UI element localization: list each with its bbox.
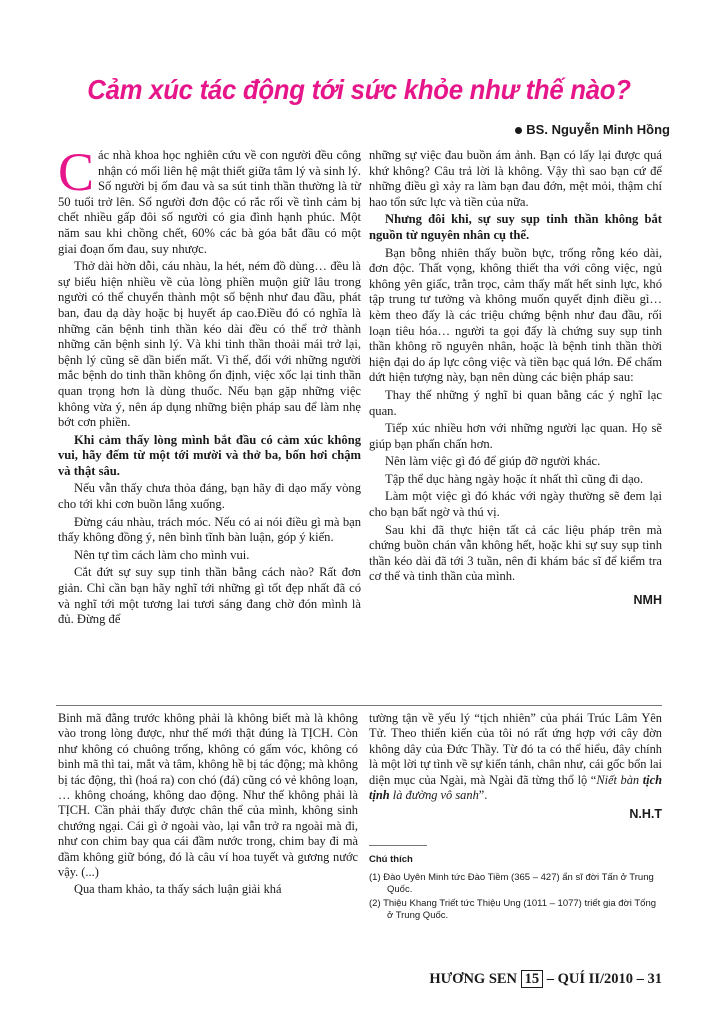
paragraph: Thay thế những ý nghĩ bi quan bằng các ý nghĩ lạc quan. (369, 387, 662, 418)
issue-number: 15 (521, 970, 544, 988)
author-name: BS. Nguyễn Minh Hồng (526, 122, 670, 137)
paragraph: Tiếp xúc nhiều hơn với những người lạc quan. Họ sẽ giúp bạn phấn chấn hơn. (369, 421, 662, 451)
author-byline (515, 122, 670, 137)
paragraph: Sau khi đã thực hiện tất cả các liệu pháp trên mà chứng buồn chán vẫn không hết, hoặc khi sự suy sụp tinh thần kéo dài đã tới 3 tuần, nên đi khám bác sĩ để kiểm tra cơ thể và tinh thần của mình. (369, 522, 662, 584)
lower-column-2 (369, 711, 662, 924)
paragraph: Nên làm việc gì đó để giúp đỡ người khác. (385, 454, 601, 469)
column-2-body (369, 148, 662, 585)
paragraph: Cắt đứt sự suy sụp tinh thần bằng cách nào? Rất đơn giản. Chỉ cần bạn hãy nghĩ tới những gì tốt đẹp nhất đã có và nghĩ tới một tương lai tươi sáng đang chờ đón mình là đủ. Đừng để (58, 565, 361, 627)
notes-title: Chú thích (369, 853, 413, 865)
lower-column-1 (58, 711, 358, 900)
bullet-icon (515, 127, 522, 134)
paragraph: Qua tham khảo, ta thấy sách luận giải khá (74, 882, 282, 897)
footnote: (2) Thiệu Khang Triết tức Thiệu Ung (1011 – 1077) triết gia đời Tống ở Trung Quốc. (369, 898, 657, 922)
paragraph: Đừng cáu nhàu, trách móc. Nếu có ai nói điều gì mà bạn thấy không đồng ý, nên bình tĩnh bàn luận, góp ý kiến. (58, 514, 361, 545)
paragraph: Nên tự tìm cách làm cho mình vui. (74, 547, 250, 562)
article-signature: NMH (633, 593, 662, 608)
paragraph: Binh mã đằng trước không phải là không biết mà là không vào trong lòng được, như thế mới thật đúng là TỊCH. Còn như không có chuông trống, không có gấm vóc, không có binh mã thì tai, mắt và tâm, không hề bị tác động; mà không bị tác động, thì (hoá ra) con chó (đá) cũng có vẻ không loạn, … không choáng, không dao động. Như thế không phải là TỊCH. Cần phải thấy được chân thể của mình, không sinh chướng ngại. Cái gì ở ngoài vào, lại vẫn trở ra ngoài mà đi, như con chim bay qua cái đầm nước trong, chim bay đi mà đầm không giữ bóng, đó là câu ví hoa tuyết và gương nước vậy. (...) (58, 711, 358, 880)
notes-list (369, 872, 662, 922)
lower-paragraph: tường tận về yếu lý “tịch nhiên” của phái Trúc Lâm Yên Tử. Theo thiển kiến của tôi nó rất ứng hợp với cây đờn không dây của Đức Thầy. Từ đó ta có thể hiểu, đây chính là một lời tự tình về sự kiến tánh, chân như, cái gốc bổn lai diện mục của Ngài, mà Ngài đã từng thổ lộ “Niết bàn tịch tịnh là đường vô sanh”. (369, 711, 662, 803)
paragraph: những sự việc đau buồn ám ảnh. Bạn có lấy lại được quá khứ không? Câu trả lời là không. Vậy thì sao bạn cứ để những điều gì xảy ra làm bạn đau đớn, mệt mỏi, thậm chí hao tổn sức lực và tiền của nữa. (369, 148, 662, 209)
drop-cap: C (58, 142, 95, 202)
issue-and-page: – QUÍ II/2010 – 31 (546, 971, 662, 987)
article-column-1 (58, 142, 361, 630)
column-1-body (58, 142, 361, 628)
section-divider (56, 705, 662, 706)
notes-divider (369, 845, 427, 846)
article-column-2 (369, 148, 662, 609)
paragraph: Nếu vẫn thấy chưa thỏa đáng, bạn hãy đi dạo mấy vòng cho tới khi cơn buồn lắng xuống. (58, 481, 361, 512)
lower-column-1-body (58, 711, 358, 898)
paragraph: Bạn bỗng nhiên thấy buồn bực, trống rỗng kéo dài, đơn độc. Thất vọng, không thiết tha với công việc, ngủ không yên giấc, trằn trọc, cảm thấy mất hết sinh lực, khó tập trung tư tưởng và không muốn quyết định điều gì… kèm theo đấy là các triệu chứng bệnh như đau đầu, rối loạn tiêu hóa… người ta gọi đấy là chứng suy sụp tinh thần không rõ nguyên nhân, hoặc là bệnh tinh thần thời hiện đại do áp lực công việc và tiền bạc quá lớn. Để chấm dứt hiện tượng này, bạn nên dùng các biện pháp sau: (369, 245, 662, 385)
paragraph: Thở dài hờn dỗi, cáu nhàu, la hét, ném đồ dùng… đều là sự biểu hiện nhiều về của lòng phiền muộn giữ lâu trong người có thể chuyển thành một số bệnh như đau đầu, phát ban, đau dạ dày hoặc bị huyết áp cao.Điều đó có nghĩa là những căn bệnh tinh thần kéo dài đều có thể trở thành những căn bệnh sinh lý. Và khi tinh thần thoải mái trở lại, bệnh lý cũng sẽ dần biến mất. Vì thế, đối với những người mắc bệnh do tinh thần không ổn định, việc xốc lại tinh thần quan trọng hơn là dùng thuốc. Nếu bạn gặp những việc không vừa ý, nên áp dụng những biện pháp sau để làm nhẹ bớt cơn phiền. (58, 259, 361, 430)
paragraph: Khi cảm thấy lòng mình bắt đầu có cảm xúc không vui, hãy đếm từ một tới mười và thở ba, bốn hơi chậm và thật sâu. (58, 432, 361, 478)
lower-signature: N.H.T (629, 807, 662, 822)
paragraph: ác nhà khoa học nghiên cứu về con người đều công nhận có mối liên hệ mật thiết giữa tâm lý và sinh lý. Số người bị ốm đau và sa sút tinh thần thường là từ 50 tuổi trở lên. Số người đơn độc có rắc rối về tình cảm bị chết nhiều gấp đôi số người có gia đình hạnh phúc. Một năm sau khi chồng chết, 60% các bà góa bắt đầu có một giai đoạn ốm đau, suy nhược. (58, 148, 361, 256)
magazine-name: HƯƠNG SEN (429, 971, 518, 987)
page-footer (429, 970, 662, 988)
footnote: (1) Đào Uyên Minh tức Đào Tiềm (365 – 427) ẩn sĩ đời Tấn ở Trung Quốc. (369, 872, 654, 896)
paragraph: Làm một việc gì đó khác với ngày thường sẽ đem lại cho bạn bất ngờ và thú vị. (369, 489, 662, 520)
article-title: Cảm xúc tác động tới sức khỏe như thế nào? (87, 74, 631, 105)
paragraph: Nhưng đôi khi, sự suy sụp tinh thần không bắt nguồn từ nguyên nhân cụ thể. (369, 212, 662, 242)
paragraph: Tập thể dục hàng ngày hoặc ít nhất thì cũng đi dạo. (385, 471, 644, 486)
